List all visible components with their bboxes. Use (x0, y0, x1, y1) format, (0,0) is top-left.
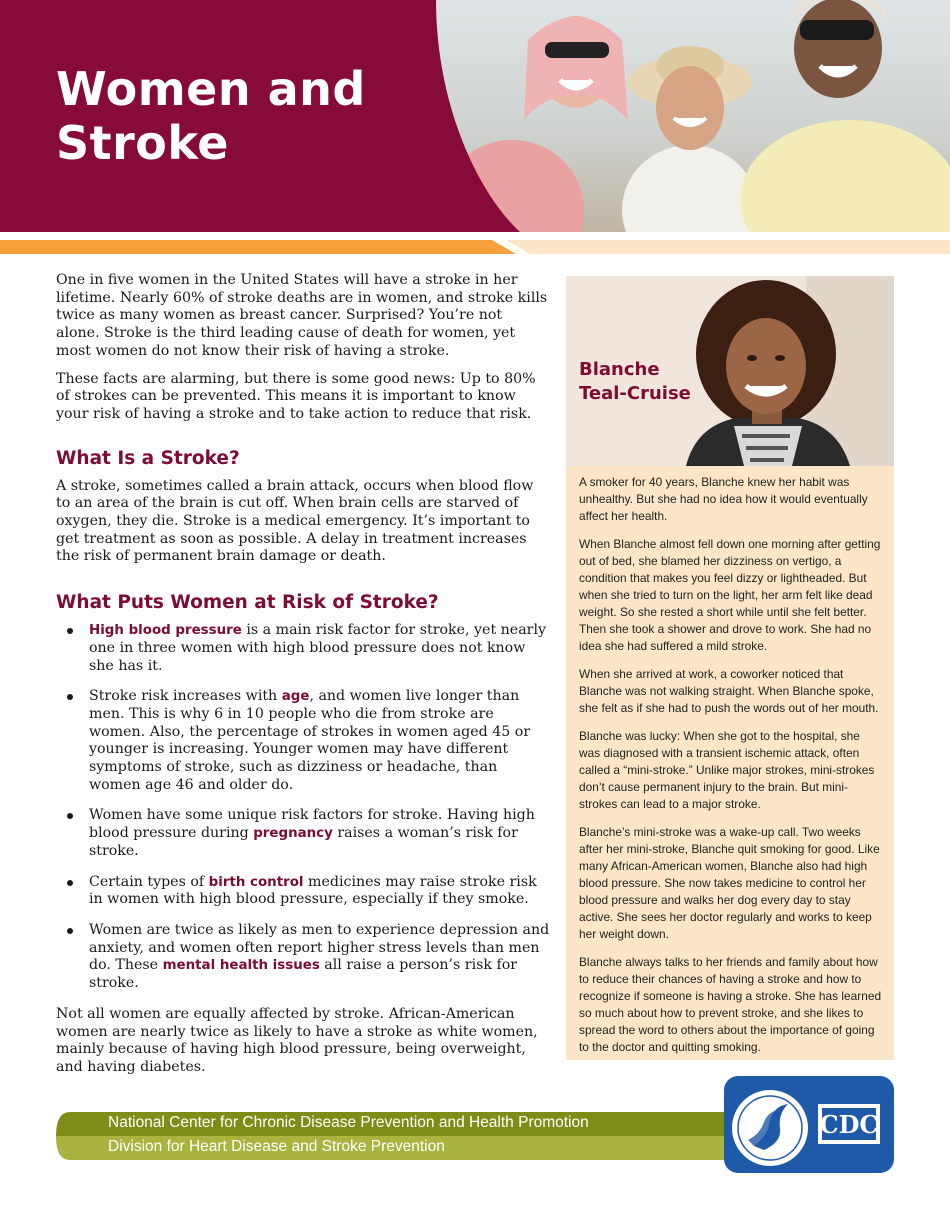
highlight-age: age (281, 689, 310, 705)
main-column (56, 272, 550, 1087)
risk-item-birth-control: Certain types of birth control medicines may raise stroke risk in women with high blood pressure, especially if they smoke. (56, 874, 550, 909)
risk-factor-list (56, 622, 550, 993)
peach-stripe (506, 240, 950, 254)
cdc-hhs-logo (724, 1076, 894, 1173)
story-paragraph-2: When Blanche almost fell down one morning after getting out of bed, she blamed her dizziness on vertigo, a condition that makes you feel dizzy or lightheaded. But when she tried to turn on the light, her arm felt like dead weight. So she rested a short while until she felt better. Then she took a shower and drove to work. She had no idea she had suffered a mild stroke. (579, 537, 881, 653)
risk-item-pregnancy: Women have some unique risk factors for stroke. Having high blood pressure during pregnancy raises a woman’s risk for stroke. (56, 807, 550, 860)
risk-item-age: Stroke risk increases with age, and women live longer than men. This is why 6 in 10 people who die from stroke are women. Also, the percentage of strokes in women aged 45 or younger is increasing. Younger women may have different symptoms of stroke, such as dizziness or headache, than women age 46 and older do. (56, 688, 550, 794)
bullet-icon (67, 813, 73, 819)
profile-name (579, 358, 691, 406)
story-paragraph-4: Blanche was lucky: When she got to the hospital, she was diagnosed with a transient ischemic attack, often called a “mini-stroke.” Unlike major strokes, mini-strokes don’t cause permanent injury to the brain. But mini-strokes can lead to a major stroke. (579, 729, 875, 811)
title-line-1: Women and (56, 62, 366, 116)
risk-item-mental-health: Women are twice as likely as men to experience depression and anxiety, and women often report higher stress levels than men do. These mental health issues all raise a person’s risk for stroke. (56, 922, 550, 993)
orange-stripe (0, 240, 516, 254)
bullet-icon (67, 928, 73, 934)
bullet-icon (67, 628, 73, 634)
intro-paragraph-2: These facts are alarming, but there is some good news: Up to 80% of strokes can be prevented. This means it is important to know your risk of having a stroke and to take action to reduce that risk. (56, 370, 536, 422)
story-paragraph-1: A smoker for 40 years, Blanche knew her habit was unhealthy. But she had no idea how it would eventually affect her health. (579, 475, 868, 523)
profile-sidebar (566, 276, 894, 1060)
footer-division-name: Division for Heart Disease and Stroke Prevention (108, 1138, 445, 1155)
cdc-logo-text: CDC (819, 1110, 879, 1139)
profile-first-name: Blanche (579, 359, 660, 380)
risk-item-blood-pressure: High blood pressure is a main risk factor for stroke, yet nearly one in three women with high blood pressure does not know she has it. (56, 622, 550, 675)
footer-center-name: National Center for Chronic Disease Prevention and Health Promotion (108, 1114, 589, 1131)
story-paragraph-5: Blanche’s mini-stroke was a wake-up call. Two weeks after her mini-stroke, Blanche quit smoking for good. Like many African-American women, Blanche also had high blood pressure. She now takes medicine to control her blood pressure and walks her dog every day to stay active. She sees her doctor regularly and works to keep her weight down. (579, 825, 880, 941)
what-is-stroke-body: A stroke, sometimes called a brain attack, occurs when blood flow to an area of the brain is cut off. When brain cells are starved of oxygen, they die. Stroke is a medical emergency. It’s important to get treatment as soon as possible. A delay in treatment increases the risk of permanent brain damage or death. (56, 477, 534, 565)
what-is-stroke-heading: What Is a Stroke? (56, 447, 240, 469)
profile-header (566, 276, 894, 466)
page-title (56, 62, 366, 170)
profile-last-name: Teal-Cruise (579, 383, 691, 404)
bullet-icon (67, 694, 73, 700)
closing-paragraph: Not all women are equally affected by stroke. African-American women are nearly twice as likely to have a stroke as white women, mainly because of having high blood pressure, being overweight, and having diabetes. (56, 1005, 538, 1075)
highlight-high-blood-pressure: High blood pressure (89, 623, 242, 639)
profile-story (579, 474, 884, 1067)
highlight-birth-control: birth control (208, 874, 304, 890)
risk-heading: What Puts Women at Risk of Stroke? (56, 592, 439, 614)
highlight-pregnancy: pregnancy (253, 826, 333, 842)
intro-paragraph-1: One in five women in the United States will have a stroke in her lifetime. Nearly 60% of stroke deaths are in women, and stroke kills twice as many women as breast cancer. Surprised? You’re not alone. Stroke is the third leading cause of death for women, yet most women do not know their risk of having a stroke. (56, 272, 548, 359)
bullet-icon (67, 880, 73, 886)
story-paragraph-6: Blanche always talks to her friends and family about how to reduce their chances of having a stroke and how to recognize if someone is having a stroke. She has learned so much about how to prevent stroke, and she likes to spread the word to others about the importance of going to the doctor and quitting smoking. (579, 955, 882, 1054)
header-banner (0, 0, 950, 262)
highlight-mental-health-issues: mental health issues (162, 958, 320, 974)
story-paragraph-3: When she arrived at work, a coworker noticed that Blanche was not walking straight. When Blanche spoke, she felt as if she had to push the words out of her mouth. (579, 667, 879, 715)
title-line-2: Stroke (56, 116, 229, 170)
